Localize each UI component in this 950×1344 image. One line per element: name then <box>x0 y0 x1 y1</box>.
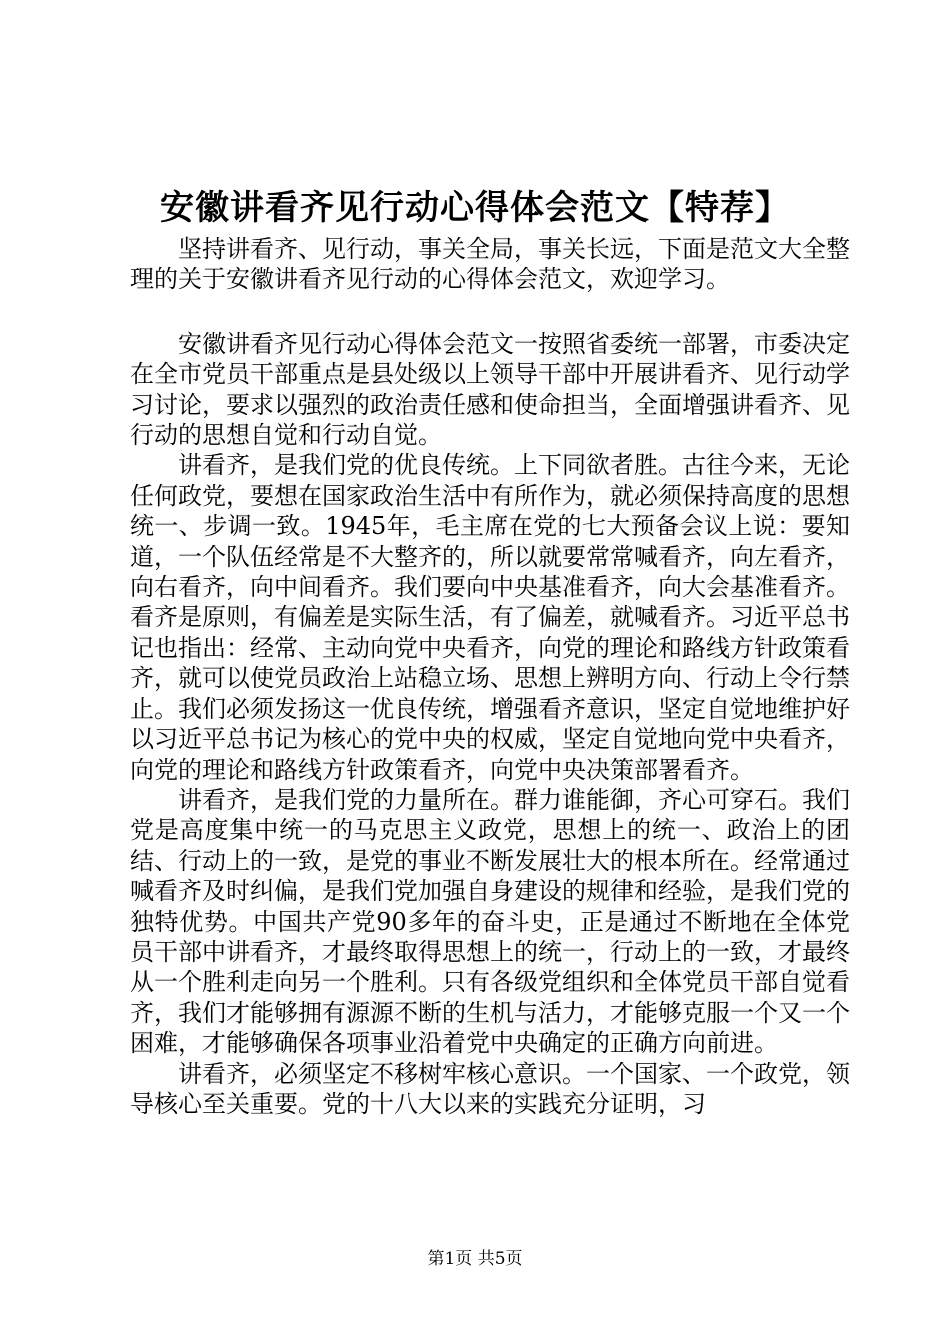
paragraph-intro: 坚持讲看齐、见行动，事关全局，事关长远，下面是范文大全整理的关于安徽讲看齐见行动的心得体会范文，欢迎学习。 <box>130 235 850 294</box>
paragraph-spacer <box>130 295 850 329</box>
page-number-footer: 第1页 共5页 <box>427 1249 523 1269</box>
paragraph-4: 讲看齐，必须坚定不移树牢核心意识。一个国家、一个政党，领导核心至关重要。党的十八大以来的实践充分证明，习 <box>130 1059 850 1118</box>
paragraph-1: 安徽讲看齐见行动心得体会范文一按照省委统一部署，市委决定在全市党员干部重点是县处级以上领导干部中开展讲看齐、见行动学习讨论，要求以强烈的政治责任感和使命担当，全面增强讲看齐、见行动的思想自觉和行动自觉。 <box>130 329 850 450</box>
document-title: 安徽讲看齐见行动心得体会范文【特荐】 <box>160 188 790 228</box>
paragraph-3: 讲看齐，是我们党的力量所在。群力谁能御，齐心可穿石。我们党是高度集中统一的马克思主义政党，思想上的统一、政治上的团结、行动上的一致，是党的事业不断发展壮大的根本所在。经常通过喊看齐及时纠偏，是我们党加强自身建设的规律和经验，是我们党的独特优势。中国共产党90多年的奋斗史，正是通过不断地在全体党员干部中讲看齐，才最终取得思想上的统一，行动上的一致，才最终从一个胜利走向另一个胜利。只有各级党组织和全体党员干部自觉看齐，我们才能够拥有源源不断的生机与活力，才能够克服一个又一个困难，才能够确保各项事业沿着党中央确定的正确方向前进。 <box>130 785 850 1058</box>
paragraph-2: 讲看齐，是我们党的优良传统。上下同欲者胜。古往今来，无论任何政党，要想在国家政治生活中有所作为，就必须保持高度的思想统一、步调一致。1945年，毛主席在党的七大预备会议上说：要知道，一个队伍经常是不大整齐的，所以就要常常喊看齐，向左看齐，向右看齐，向中间看齐。我们要向中央基准看齐，向大会基准看齐。看齐是原则，有偏差是实际生活，有了偏差，就喊看齐。习近平总书记也指出：经常、主动向党中央看齐，向党的理论和路线方针政策看齐，就可以使党员政治上站稳立场、思想上辨明方向、行动上令行禁止。我们必须发扬这一优良传统，增强看齐意识，坚定自觉地维护好以习近平总书记为核心的党中央的权威，坚定自觉地向党中央看齐，向党的理论和路线方针政策看齐，向党中央决策部署看齐。 <box>130 451 850 784</box>
document-body <box>130 234 850 1119</box>
